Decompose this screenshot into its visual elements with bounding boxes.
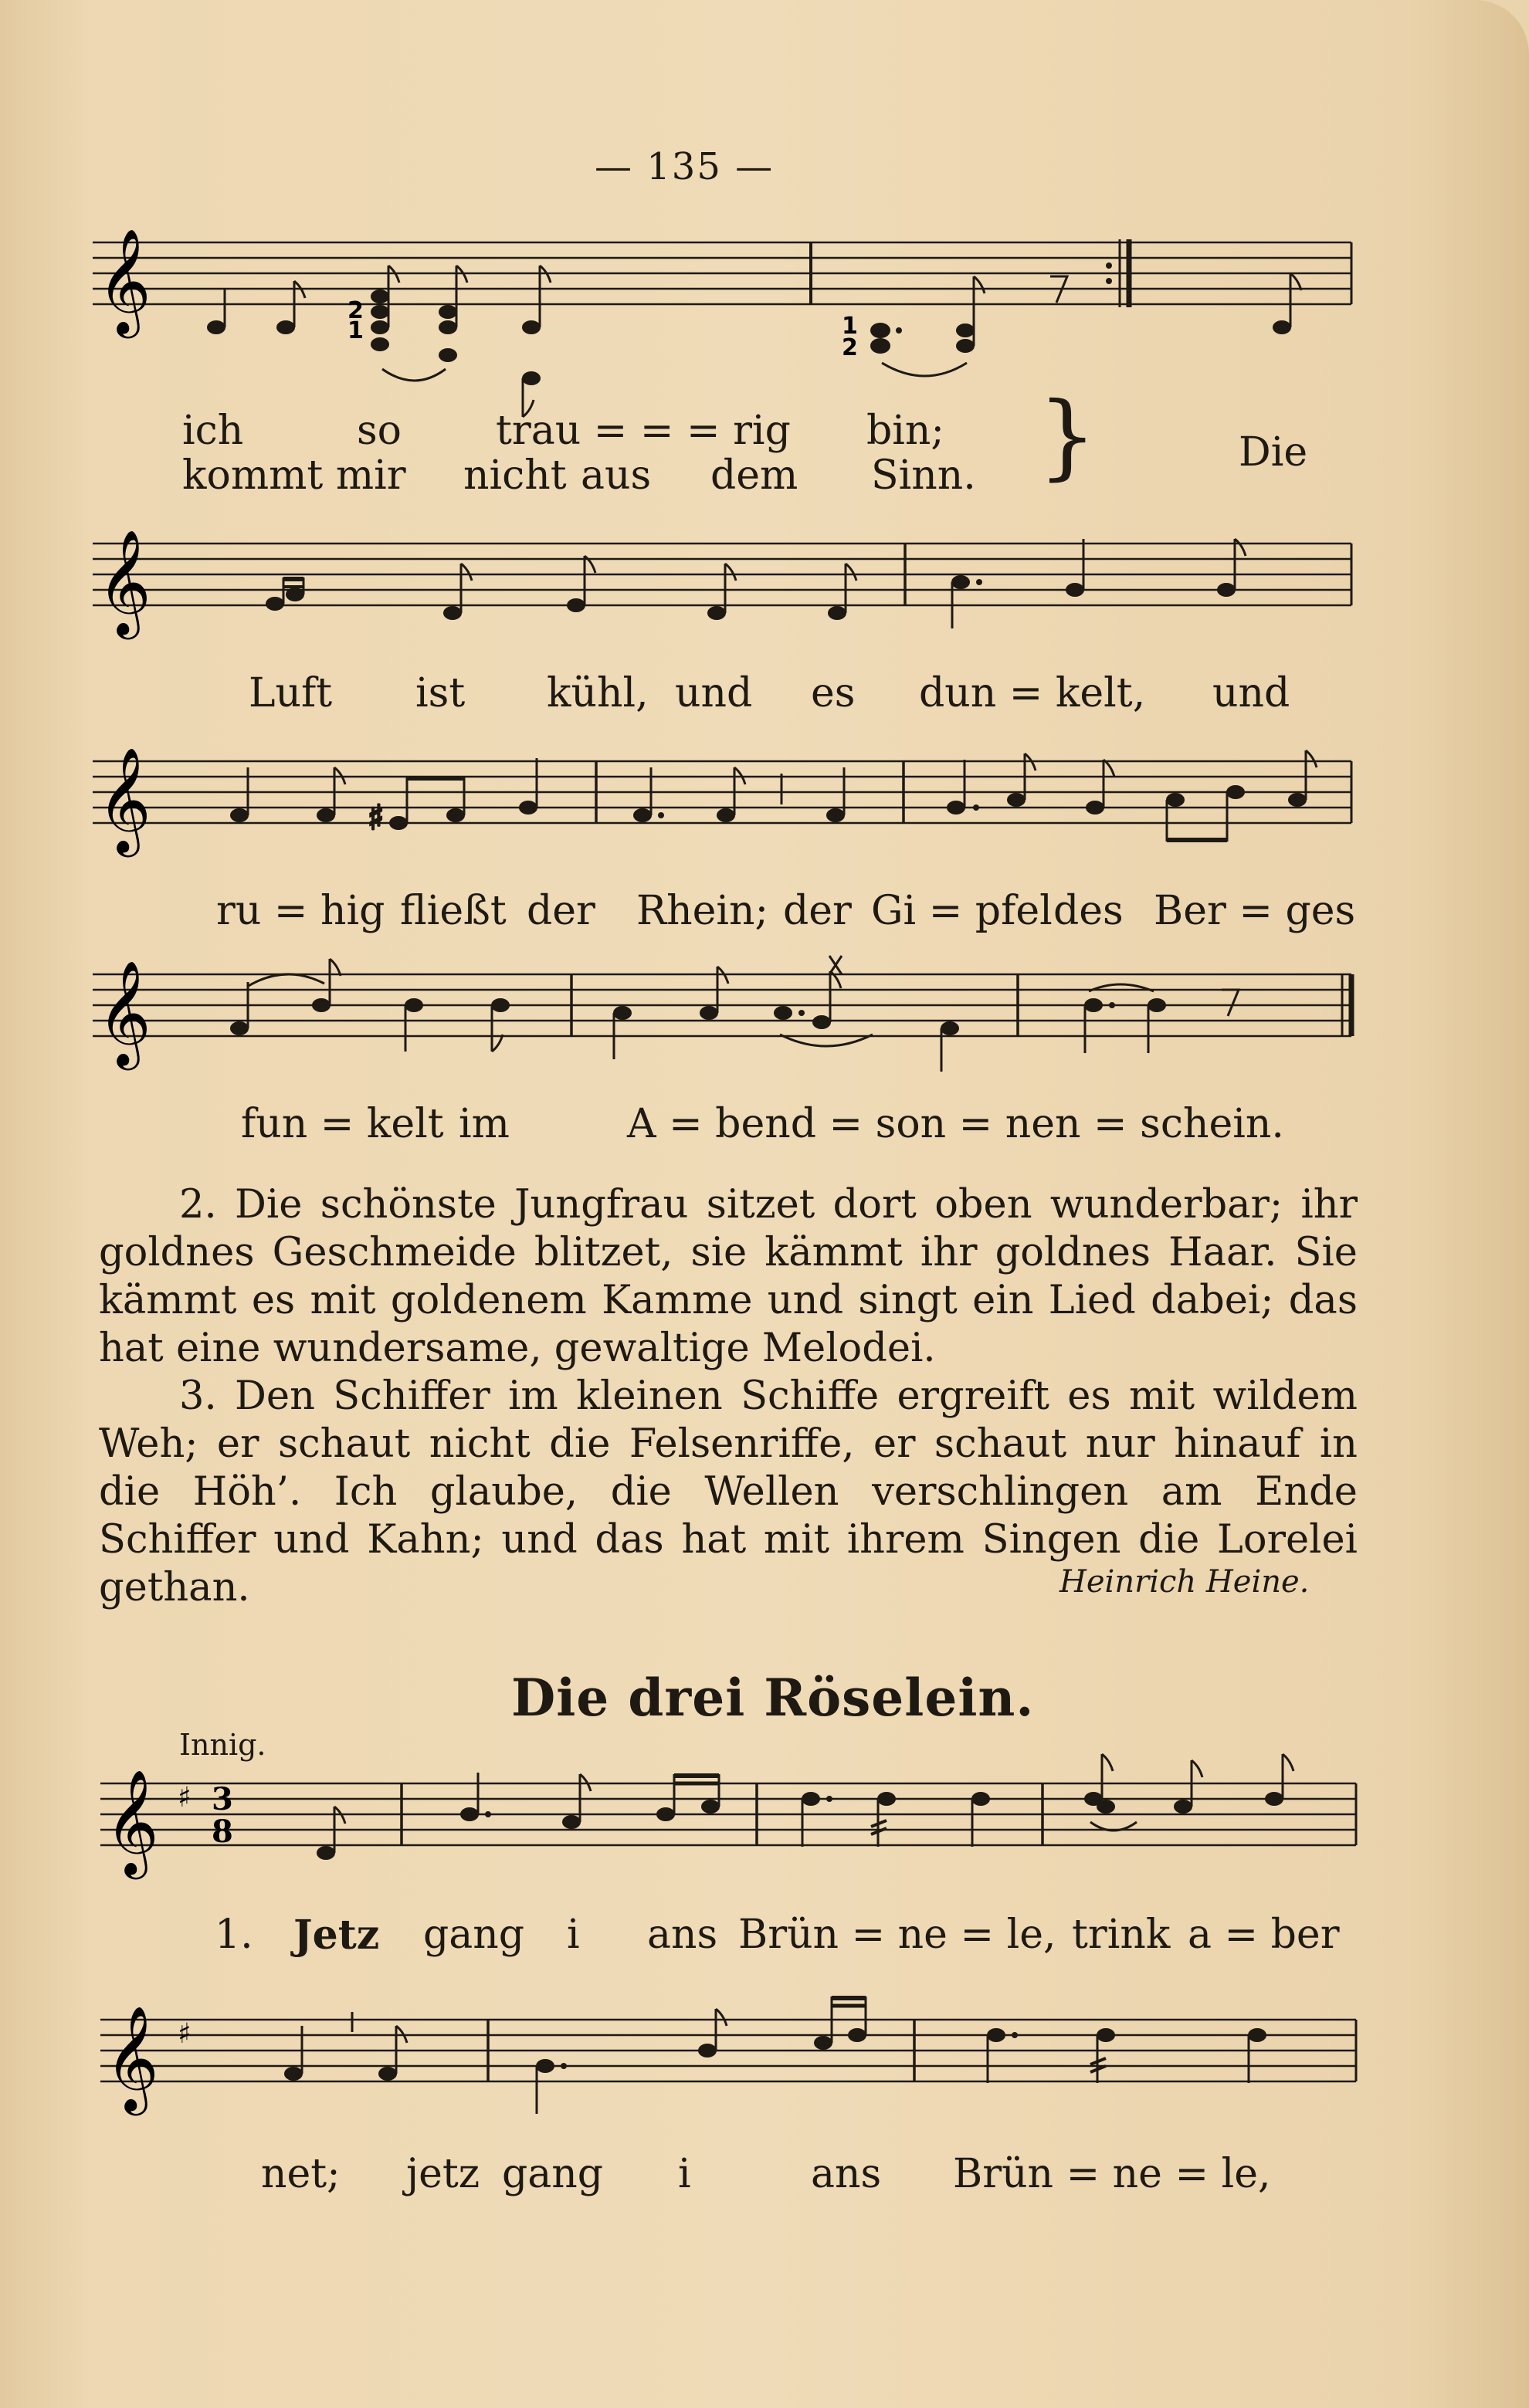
lyric-trink: trink [1072,1912,1171,1958]
stanza-2-number: 2. [179,1182,217,1228]
treble-clef-icon: 𝄞 [97,227,151,334]
lyric-kommt-mir: kommt mir [182,452,406,499]
lyric-gi-pfel: Gi = pfel [871,888,1053,934]
lyric-i-2: i [678,2151,691,2197]
lyric-so: so [357,408,402,454]
lyric-nicht: nicht [463,452,567,499]
staff-lines [93,544,1351,605]
lyric-bin: bin; [866,408,944,454]
lyric-rhein: Rhein; [636,888,769,934]
notes-system-4 [230,956,1351,1072]
lyric-ber-ges: Ber = ges [1154,888,1356,934]
treble-clef-icon: 𝄞 [97,528,151,635]
lyric-jetz-2: jetz [406,2151,480,2197]
time-signature [212,1781,233,1850]
brace-icon: } [1038,383,1097,490]
lyric-a-bend: A = bend = son = nen = schein. [627,1101,1284,1147]
fingering-2: 2 [348,297,364,324]
lyric-a-ber: a = ber [1188,1912,1340,1958]
notes-song2-system-1 [317,1754,1356,1860]
lyric-bruen-ne-le-2: Brün = ne = le, [953,2151,1271,2197]
fingering-2b: 2 [842,334,858,361]
lyric-kuehl: kühl, [547,670,649,716]
stanza-2 [99,1181,1358,1373]
notes-system-3 [230,750,1351,842]
notes-song2-system-2 [284,1997,1356,2114]
page-number: — 135 — [595,145,775,188]
song-title: Die drei Röselein. [511,1668,1035,1728]
lyric-ans: ans [647,1912,718,1958]
lyric-ich: ich [182,408,244,454]
author: Heinrich Heine. [1059,1564,1310,1600]
time-sig-top: 3 [212,1781,233,1817]
staff-song2-system-2 [100,2004,1367,2163]
staff-system-4 [93,959,1359,1087]
lyric-im: im [459,1101,510,1147]
tempo-marking: Innig. [179,1728,266,1762]
stanza-2-text: Die schönste Jungfrau sitzet dort oben wunderbar; ihr goldnes Geschmeide blitzet, sie kämmt ihr goldnes Haar. Sie kämmt es mit goldenem Kamme und singt ein Lied dabei; das hat eine wundersame, gewaltige Melodei. [99,1182,1358,1371]
stanza-3-number: 3. [179,1373,217,1419]
staff-system-1 [93,227,1359,386]
lyric-trau-rig: trau = = = rig [496,408,791,454]
staff-system-2 [93,528,1359,664]
notes-system-2 [266,539,1351,628]
lyric-gang-2: gang [502,2151,604,2197]
staff-lines [93,242,1351,304]
lyric-verse-1-number: 1. [215,1912,253,1958]
notes-measure-2 [870,239,1351,376]
staff-song2-system-1 [100,1768,1367,1896]
key-signature-sharp-icon: ♯ [178,2018,192,2050]
sharp-icon: ♯ [368,798,385,838]
lyric-fun-kelt: fun = kelt [241,1101,444,1147]
stanza-3-text: Den Schiffer im kleinen Schiffe ergreift es mit wildem Weh; er schaut nicht die Felsenriffe, er schaut nur hinauf in die Höh’. Ich glaube, die Wellen verschlingen am Ende Schiffer und Kahn; und das hat mit ihrem Singen die Lorelei gethan. [99,1373,1358,1610]
lyric-ru-hig: ru = hig [216,888,385,934]
lyric-dem: dem [710,452,798,499]
fingering-1: 1 [348,317,364,344]
staff-lines [100,1783,1356,1845]
lyric-des: des [1053,888,1124,934]
treble-clef-icon: 𝄞 [97,746,151,852]
lyric-der: der [527,888,595,934]
lyric-es: es [811,670,856,716]
lyric-bruen-ne-le: Brün = ne = le, [738,1912,1056,1958]
lyric-luft: Luft [249,670,333,716]
lyric-sinn: Sinn. [871,452,976,499]
lyric-dun-kelt: dun = kelt, [919,670,1146,716]
lyric-und: und [675,670,753,716]
key-signature-sharp-icon: ♯ [178,1782,192,1814]
lyric-fliesst: fließt [400,888,507,934]
treble-clef-icon: 𝄞 [105,1768,159,1875]
staff-system-3 [93,746,1359,874]
lyric-der-2: der [783,888,852,934]
fingering-marks [348,297,858,361]
lyric-net: net; [261,2151,341,2197]
time-sig-bottom: 8 [212,1814,233,1850]
lyric-ist: ist [415,670,466,716]
fingering-1b: 1 [842,313,858,340]
lyric-und-2: und [1212,670,1290,716]
lyric-ans-2: ans [811,2151,882,2197]
treble-clef-icon: 𝄞 [97,959,151,1065]
lyric-aus: aus [581,452,652,499]
treble-clef-icon: 𝄞 [105,2004,159,2111]
notes-measure-1 [207,242,811,417]
lyric-gang: gang [423,1912,525,1958]
lyric-jetz: Jetz [293,1912,380,1959]
lyric-die: Die [1239,429,1308,476]
lyric-i: i [567,1912,580,1958]
